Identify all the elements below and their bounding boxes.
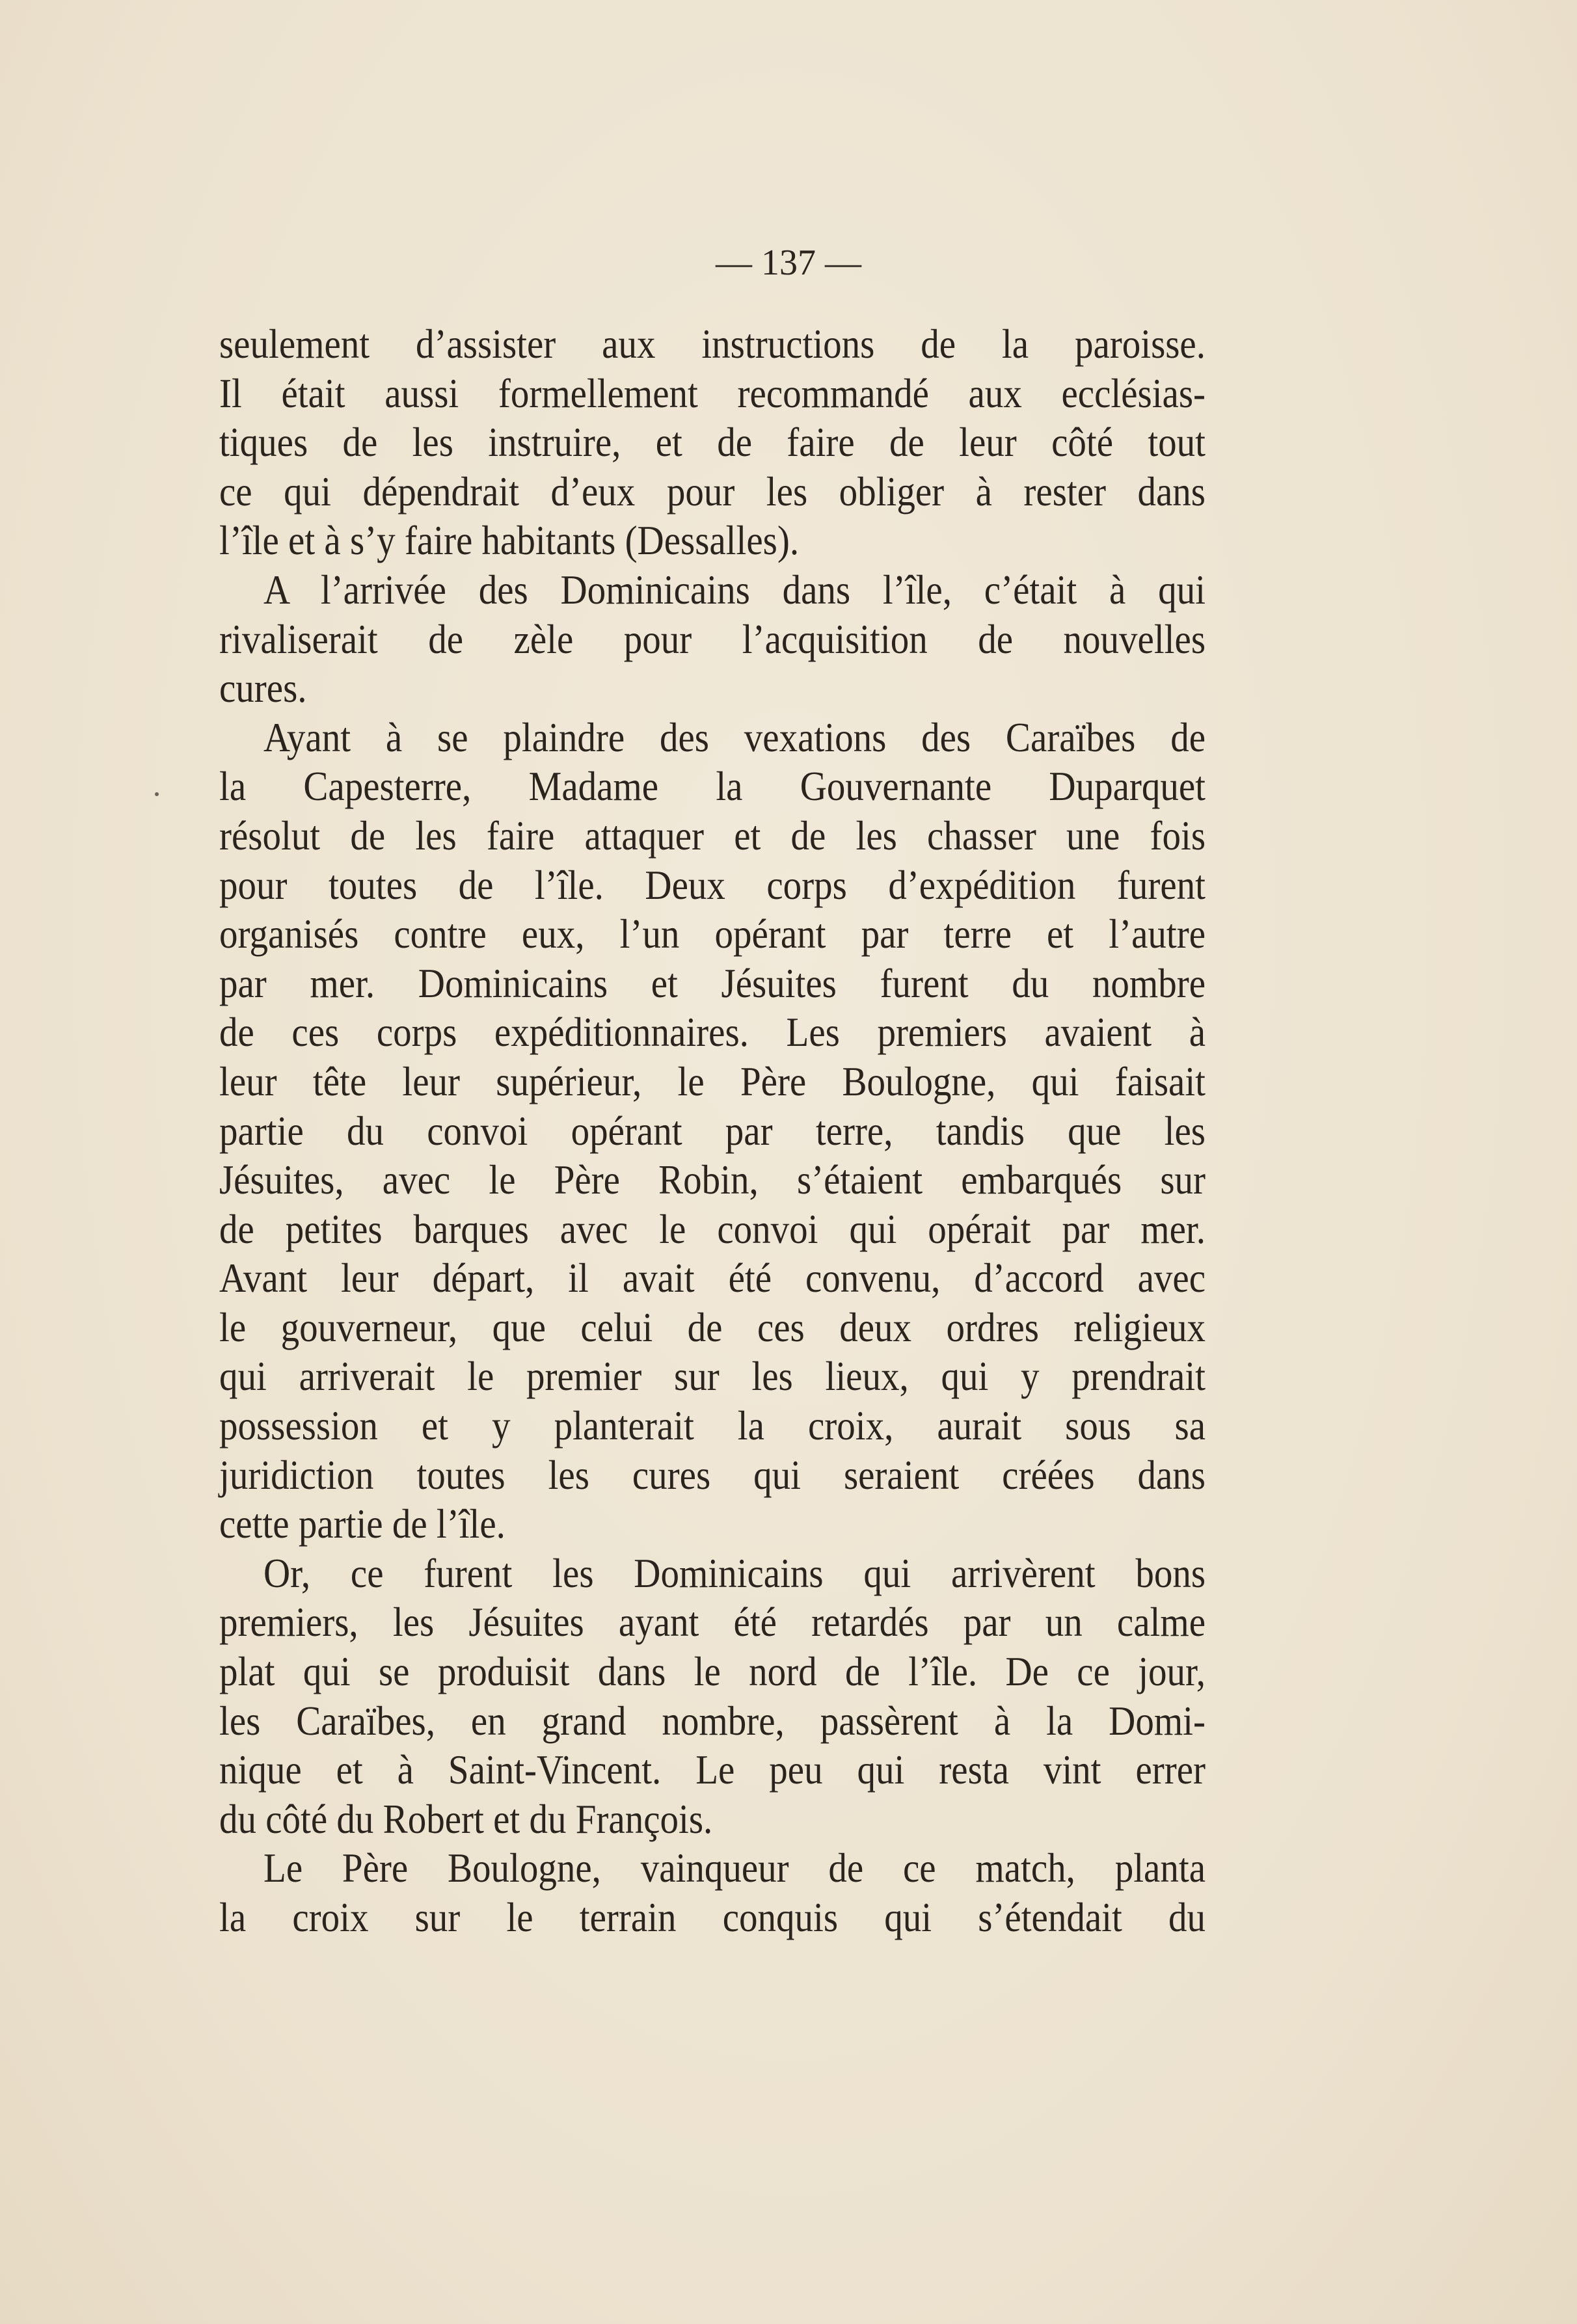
text-line: tiques de les instruire, et de faire de leur côté tout [219,420,1206,466]
text-line: juridiction toutes les cures qui seraient créées dans [219,1452,1206,1499]
text-line: Il était aussi formellement recommandé aux ecclésias- [219,370,1206,417]
text-line: plat qui se produisit dans le nord de l’île. De ce jour, [219,1649,1206,1695]
text-line: cette partie de l’île. [219,1501,505,1547]
text-line: le gouverneur, que celui de ces deux ordres religieux [219,1305,1206,1351]
text-line: leur tête leur supérieur, le Père Boulogne, qui faisait [219,1059,1206,1105]
text-line: Avant leur départ, il avait été convenu, d’accord avec [219,1255,1206,1302]
ink-speck [155,792,159,796]
text-line: les Caraïbes, en grand nombre, passèrent à la Domi- [219,1698,1206,1744]
text-line: partie du convoi opérant par terre, tandis que les [219,1108,1206,1155]
text-line: premiers, les Jésuites ayant été retardés par un calme [219,1599,1206,1646]
text-line: de ces corps expéditionnaires. Les premiers avaient à [219,1009,1206,1056]
text-line: par mer. Dominicains et Jésuites furent du nombre [219,960,1206,1007]
text-line: l’île et à s’y faire habitants (Dessalles). [219,518,800,565]
text-line: résolut de les faire attaquer et de les chasser une fois [219,813,1206,859]
text-line: organisés contre eux, l’un opérant par terre et l’autre [219,911,1206,957]
body-text [219,320,1206,1943]
text-line: possession et y planterait la croix, aurait sous sa [219,1403,1206,1449]
text-line: rivaliserait de zèle pour l’acquisition de nouvelles [219,616,1206,663]
text-line: Jésuites, avec le Père Robin, s’étaient embarqués sur [219,1157,1206,1203]
text-line: la croix sur le terrain conquis qui s’étendait du [219,1895,1206,1941]
text-line: Ayant à se plaindre des vexations des Caraïbes de [263,714,1206,761]
text-line: seulement d’assister aux instructions de la paroisse. [219,321,1206,367]
text-line: nique et à Saint-Vincent. Le peu qui resta vint errer [219,1747,1206,1793]
text-line: de petites barques avec le convoi qui opérait par mer. [219,1206,1206,1253]
text-line: ce qui dépendrait d’eux pour les obliger à rester dans [219,468,1206,515]
page-number: — 137 — [716,243,861,283]
text-line: cures. [219,665,307,712]
text-line: la Capesterre, Madame la Gouvernante Duparquet [219,764,1206,810]
text-line: du côté du Robert et du François. [219,1796,713,1843]
text-line: A l’arrivée des Dominicains dans l’île, c’était à qui [263,567,1206,613]
text-line: qui arriverait le premier sur les lieux, qui y prendrait [219,1354,1206,1400]
text-line: pour toutes de l’île. Deux corps d’expédition furent [219,862,1206,909]
text-line: Le Père Boulogne, vainqueur de ce match, planta [263,1845,1206,1892]
text-line: Or, ce furent les Dominicains qui arrivèrent bons [263,1551,1206,1597]
